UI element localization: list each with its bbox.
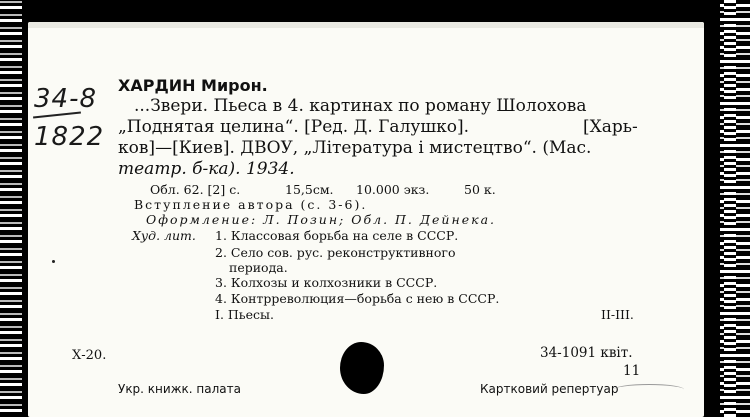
subjects-label: Худ. лит.: [132, 228, 196, 243]
card-number: 34-1091 квіт.: [540, 345, 633, 361]
scan-edge-right: [720, 0, 750, 417]
punch-hole: [340, 342, 384, 394]
copies: 10.000 экз.: [356, 182, 430, 197]
shelf-range: II-III.: [601, 307, 634, 322]
subject-4: 4. Контрреволюция—борьба с нею в СССР.: [215, 291, 500, 306]
subject-1: 1. Классовая борьба на селе в СССР.: [215, 228, 459, 243]
pages: Обл. 62. [2] с.: [150, 182, 241, 197]
handwritten-shelfmark-top: 34-8: [34, 84, 98, 114]
title-line-1: ...Звери. Пьеса в 4. картинах по роману Шолохова: [134, 96, 587, 116]
footer-publisher: Укр. книжк. палата: [118, 382, 241, 396]
card-number-sub: 11: [623, 363, 641, 379]
price: 50 к.: [464, 182, 496, 197]
subject-2: 2. Село сов. рус. реконструктивного: [215, 245, 456, 260]
publication-city-part1: [Харь-: [583, 117, 638, 137]
classification-code: Х-20.: [72, 348, 107, 363]
design-credits: Оформление: Л. Позин; Обл. П. Дейнека.: [146, 212, 496, 227]
subject-genre: I. Пьесы.: [215, 307, 274, 322]
pencil-mark: [614, 384, 684, 395]
subject-2-cont: периода.: [229, 260, 288, 275]
scan-edge-left: [0, 0, 22, 417]
handwritten-shelfmark-bottom: 1822: [34, 122, 105, 152]
title-line-2: „Поднятая целина“. [Ред. Д. Галушко].: [118, 117, 470, 137]
author-name: ХАРДИН Мирон.: [118, 76, 268, 95]
size: 15,5см.: [285, 182, 334, 197]
title-line-3: ков]—[Киев]. ДВОУ, „Література і мистецтво“. (Мас.: [118, 138, 592, 158]
footer-series: Картковий репертуар: [480, 382, 619, 396]
introduction: Вступление автора (с. 3-6).: [134, 197, 368, 212]
ink-dot: [52, 260, 55, 263]
catalog-card: [28, 22, 704, 417]
title-line-4: театр. б-ка). 1934.: [118, 159, 295, 179]
subject-3: 3. Колхозы и колхозники в СССР.: [215, 275, 438, 290]
